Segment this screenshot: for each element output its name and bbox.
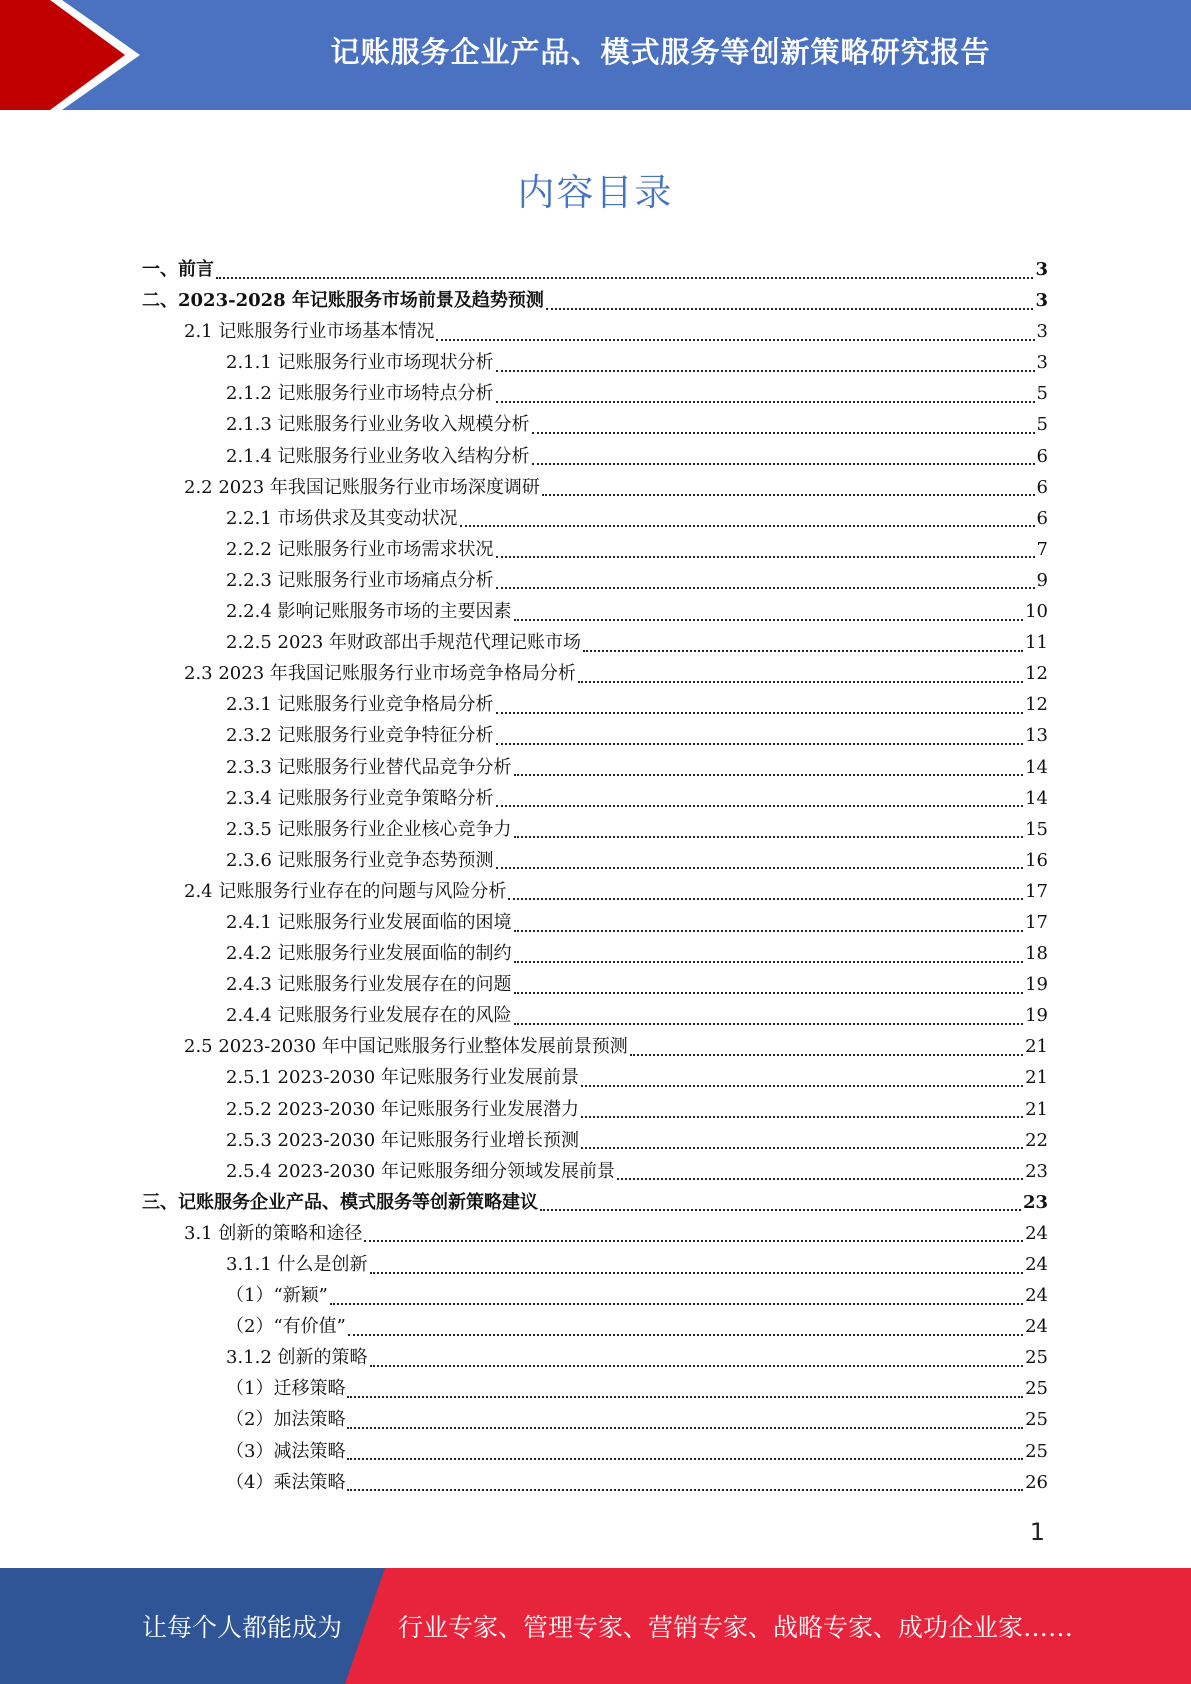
toc-dot-leader [347,1458,1023,1460]
toc-entry-page: 24 [1025,1222,1048,1244]
toc-entry-label: （2）“有价值” [226,1316,346,1338]
toc-entry-label: 2.5.2 2023-2030 年记账服务行业发展潜力 [226,1098,579,1120]
toc-entry[interactable] [142,1031,1048,1062]
toc-entry[interactable] [142,503,1048,534]
toc-entry-page: 19 [1025,974,1048,996]
toc-dot-leader [347,1489,1023,1491]
toc-entry-page: 26 [1025,1471,1048,1493]
toc-entry-label: 2.4.3 记账服务行业发展存在的问题 [226,974,512,996]
toc-dot-leader [514,930,1024,932]
toc-entry[interactable] [142,938,1048,969]
toc-dot-leader [542,494,1035,496]
toc-entry[interactable] [142,254,1048,285]
toc-dot-leader [496,867,1024,869]
toc-entry[interactable] [142,658,1048,689]
toc-dot-leader [496,401,1035,403]
toc-entry-label: 2.1 记账服务行业市场基本情况 [184,321,435,343]
toc-entry-page: 19 [1025,1005,1048,1027]
toc-entry-page: 6 [1036,476,1048,498]
toc-entry[interactable] [142,876,1048,907]
toc-entry[interactable] [142,472,1048,503]
toc-dot-leader [496,556,1035,558]
toc-entry-page: 12 [1025,694,1048,716]
page-number: 1 [1029,1518,1045,1546]
toc-entry[interactable] [142,1280,1048,1311]
toc-entry[interactable] [142,814,1048,845]
toc-dot-leader [330,1303,1023,1305]
toc-entry-page: 13 [1025,725,1048,747]
toc-entry-label: 2.2.2 记账服务行业市场需求状况 [226,538,494,560]
toc-entry-label: 二、2023-2028 年记账服务市场前景及趋势预测 [142,290,544,312]
toc-dot-leader [370,1272,1024,1274]
toc-entry-label: 2.3.3 记账服务行业替代品竞争分析 [226,756,512,778]
toc-entry[interactable] [142,285,1048,316]
toc-entry-page: 23 [1025,1160,1048,1182]
toc-dot-leader [581,1116,1023,1118]
toc-entry-label: 2.3.5 记账服务行业企业核心竞争力 [226,818,512,840]
toc-entry-label: 2.2.1 市场供求及其变动状况 [226,507,458,529]
toc-entry-label: 2.3.1 记账服务行业竞争格局分析 [226,694,494,716]
toc-entry-label: （1）迁移策略 [226,1378,346,1400]
toc-entry[interactable] [142,316,1048,347]
toc-entry-label: 2.4.2 记账服务行业发展面临的制约 [226,943,512,965]
toc-entry[interactable] [142,720,1048,751]
toc-entry-label: 2.2.3 记账服务行业市场痛点分析 [226,569,494,591]
toc-dot-leader [514,836,1024,838]
toc-dot-leader [347,1427,1023,1429]
toc-dot-leader [532,432,1035,434]
toc-entry-label: 2.3.2 记账服务行业竞争特征分析 [226,725,494,747]
toc-entry-label: （3）减法策略 [226,1440,346,1462]
toc-entry[interactable] [142,441,1048,472]
toc-entry-label: 2.4.4 记账服务行业发展存在的风险 [226,1005,512,1027]
toc-dot-leader [630,1054,1023,1056]
toc-entry-label: （4）乘法策略 [226,1471,346,1493]
toc-entry-page: 23 [1022,1191,1048,1213]
toc-entry[interactable] [142,1342,1048,1373]
toc-entry[interactable] [142,378,1048,409]
toc-entry[interactable] [142,783,1048,814]
toc-dot-leader [347,1396,1023,1398]
toc-dot-leader [460,525,1035,527]
toc-entry-page: 14 [1025,787,1048,809]
report-title: 记账服务企业产品、模式服务等创新策略研究报告 [330,34,991,69]
toc-entry-label: （2）加法策略 [226,1409,346,1431]
toc-dot-leader [496,587,1035,589]
toc-entry[interactable] [142,1187,1048,1218]
toc-dot-leader [496,370,1035,372]
toc-dot-leader [532,463,1035,465]
toc-entry-label: 2.5.1 2023-2030 年记账服务行业发展前景 [226,1067,579,1089]
toc-entry-page: 25 [1025,1409,1048,1431]
toc-entry[interactable] [142,689,1048,720]
toc-entry-label: （1）“新颖” [226,1285,328,1307]
toc-dot-leader [617,1178,1023,1180]
toc-entry-page: 12 [1025,663,1048,685]
footer-slogan-left: 让每个人都能成为 [142,1613,343,1642]
toc-entry[interactable] [142,565,1048,596]
toc-entry-page: 6 [1036,507,1048,529]
toc-entry[interactable] [142,969,1048,1000]
toc-entry-label: 2.5.3 2023-2030 年记账服务行业增长预测 [226,1129,579,1151]
toc-entry-page: 25 [1025,1440,1048,1462]
toc-entry-label: 2.2 2023 年我国记账服务行业市场深度调研 [184,476,540,498]
toc-entry[interactable] [142,1062,1048,1093]
toc-entry-label: 一、前言 [142,259,214,280]
toc-dot-leader [496,712,1024,714]
toc-entry-page: 3 [1035,290,1048,312]
toc-dot-leader [546,308,1034,310]
toc-dot-leader [581,1085,1023,1087]
toc-entry-page: 18 [1025,943,1048,965]
toc-entry-page: 6 [1036,445,1048,467]
toc-entry-page: 16 [1025,849,1048,871]
toc-dot-leader [508,898,1023,900]
toc-entry[interactable] [142,1094,1048,1125]
table-of-contents [142,254,1048,1498]
toc-entry-label: 2.4 记账服务行业存在的问题与风险分析 [184,880,507,902]
toc-entry[interactable] [142,752,1048,783]
toc-heading: 内容目录 [517,171,674,214]
toc-dot-leader [216,277,1033,279]
toc-entry[interactable] [142,1125,1048,1156]
toc-dot-leader [370,1365,1024,1367]
toc-dot-leader [514,961,1024,963]
toc-entry-page: 24 [1025,1316,1048,1338]
toc-entry[interactable] [142,1436,1048,1467]
toc-entry-page: 11 [1025,632,1048,654]
toc-entry-label: 2.1.1 记账服务行业市场现状分析 [226,352,494,374]
toc-entry-label: 2.3.6 记账服务行业竞争态势预测 [226,849,494,871]
toc-entry[interactable] [142,1311,1048,1342]
toc-entry-page: 22 [1025,1129,1048,1151]
toc-entry-label: 3.1 创新的策略和途径 [184,1222,363,1244]
toc-entry-page: 5 [1036,383,1048,405]
toc-dot-leader [514,1023,1024,1025]
toc-entry-page: 21 [1025,1067,1048,1089]
toc-entry-label: 2.5 2023-2030 年中国记账服务行业整体发展前景预测 [184,1036,628,1058]
toc-dot-leader [514,992,1024,994]
toc-entry-page: 24 [1025,1254,1048,1275]
toc-dot-leader [348,1334,1023,1336]
toc-entry-page: 17 [1025,911,1048,933]
toc-entry[interactable] [142,627,1048,658]
toc-entry[interactable] [142,1156,1048,1187]
toc-entry-page: 3 [1035,259,1048,280]
toc-entry-label: 三、记账服务企业产品、模式服务等创新策略建议 [142,1191,538,1213]
toc-entry-page: 3 [1036,321,1048,343]
toc-entry-page: 3 [1036,352,1048,374]
toc-entry[interactable] [142,1467,1048,1498]
toc-dot-leader [496,743,1024,745]
toc-dot-leader [436,339,1034,341]
toc-entry-page: 24 [1025,1285,1048,1307]
toc-entry-page: 25 [1025,1347,1048,1369]
toc-entry-label: 2.2.5 2023 年财政部出手规范代理记账市场 [226,632,582,654]
toc-entry-page: 7 [1036,538,1048,560]
toc-entry-page: 5 [1036,414,1048,436]
toc-entry-label: 2.4.1 记账服务行业发展面临的困境 [226,911,512,933]
toc-entry-label: 2.3.4 记账服务行业竞争策略分析 [226,787,494,809]
toc-entry-label: 3.1.2 创新的策略 [226,1347,368,1369]
toc-entry-page: 15 [1025,818,1048,840]
toc-entry-label: 2.1.4 记账服务行业业务收入结构分析 [226,445,530,467]
toc-dot-leader [496,805,1024,807]
header-banner [0,0,1191,110]
toc-entry-label: 2.5.4 2023-2030 年记账服务细分领域发展前景 [226,1160,615,1182]
toc-dot-leader [514,619,1024,621]
toc-dot-leader [364,1240,1023,1242]
toc-entry[interactable] [142,596,1048,627]
toc-entry-page: 17 [1025,880,1048,902]
toc-entry-label: 3.1.1 什么是创新 [226,1254,368,1275]
toc-dot-leader [578,681,1023,683]
toc-dot-leader [583,650,1023,652]
footer-slogan-right: 行业专家、管理专家、营销专家、战略专家、成功企业家…… [398,1613,1074,1642]
toc-entry-page: 10 [1025,601,1048,623]
toc-entry[interactable] [142,1373,1048,1404]
footer-banner [0,1568,1191,1684]
toc-entry-page: 21 [1025,1098,1048,1120]
toc-entry-label: 2.3 2023 年我国记账服务行业市场竞争格局分析 [184,663,576,685]
toc-dot-leader [540,1209,1021,1211]
toc-entry[interactable] [142,534,1048,565]
toc-dot-leader [581,1147,1023,1149]
toc-dot-leader [514,774,1024,776]
toc-entry-page: 14 [1025,756,1048,778]
toc-entry-label: 2.1.3 记账服务行业业务收入规模分析 [226,414,530,436]
toc-entry-page: 9 [1036,569,1048,591]
toc-entry[interactable] [142,1249,1048,1280]
toc-entry[interactable] [142,347,1048,378]
toc-entry-label: 2.1.2 记账服务行业市场特点分析 [226,383,494,405]
toc-entry[interactable] [142,409,1048,440]
toc-entry[interactable] [142,1404,1048,1435]
toc-entry[interactable] [142,1000,1048,1031]
toc-entry-label: 2.2.4 影响记账服务市场的主要因素 [226,601,512,623]
toc-entry-page: 25 [1025,1378,1048,1400]
toc-entry[interactable] [142,907,1048,938]
toc-entry[interactable] [142,1218,1048,1249]
toc-entry[interactable] [142,845,1048,876]
toc-entry-page: 21 [1025,1036,1048,1058]
